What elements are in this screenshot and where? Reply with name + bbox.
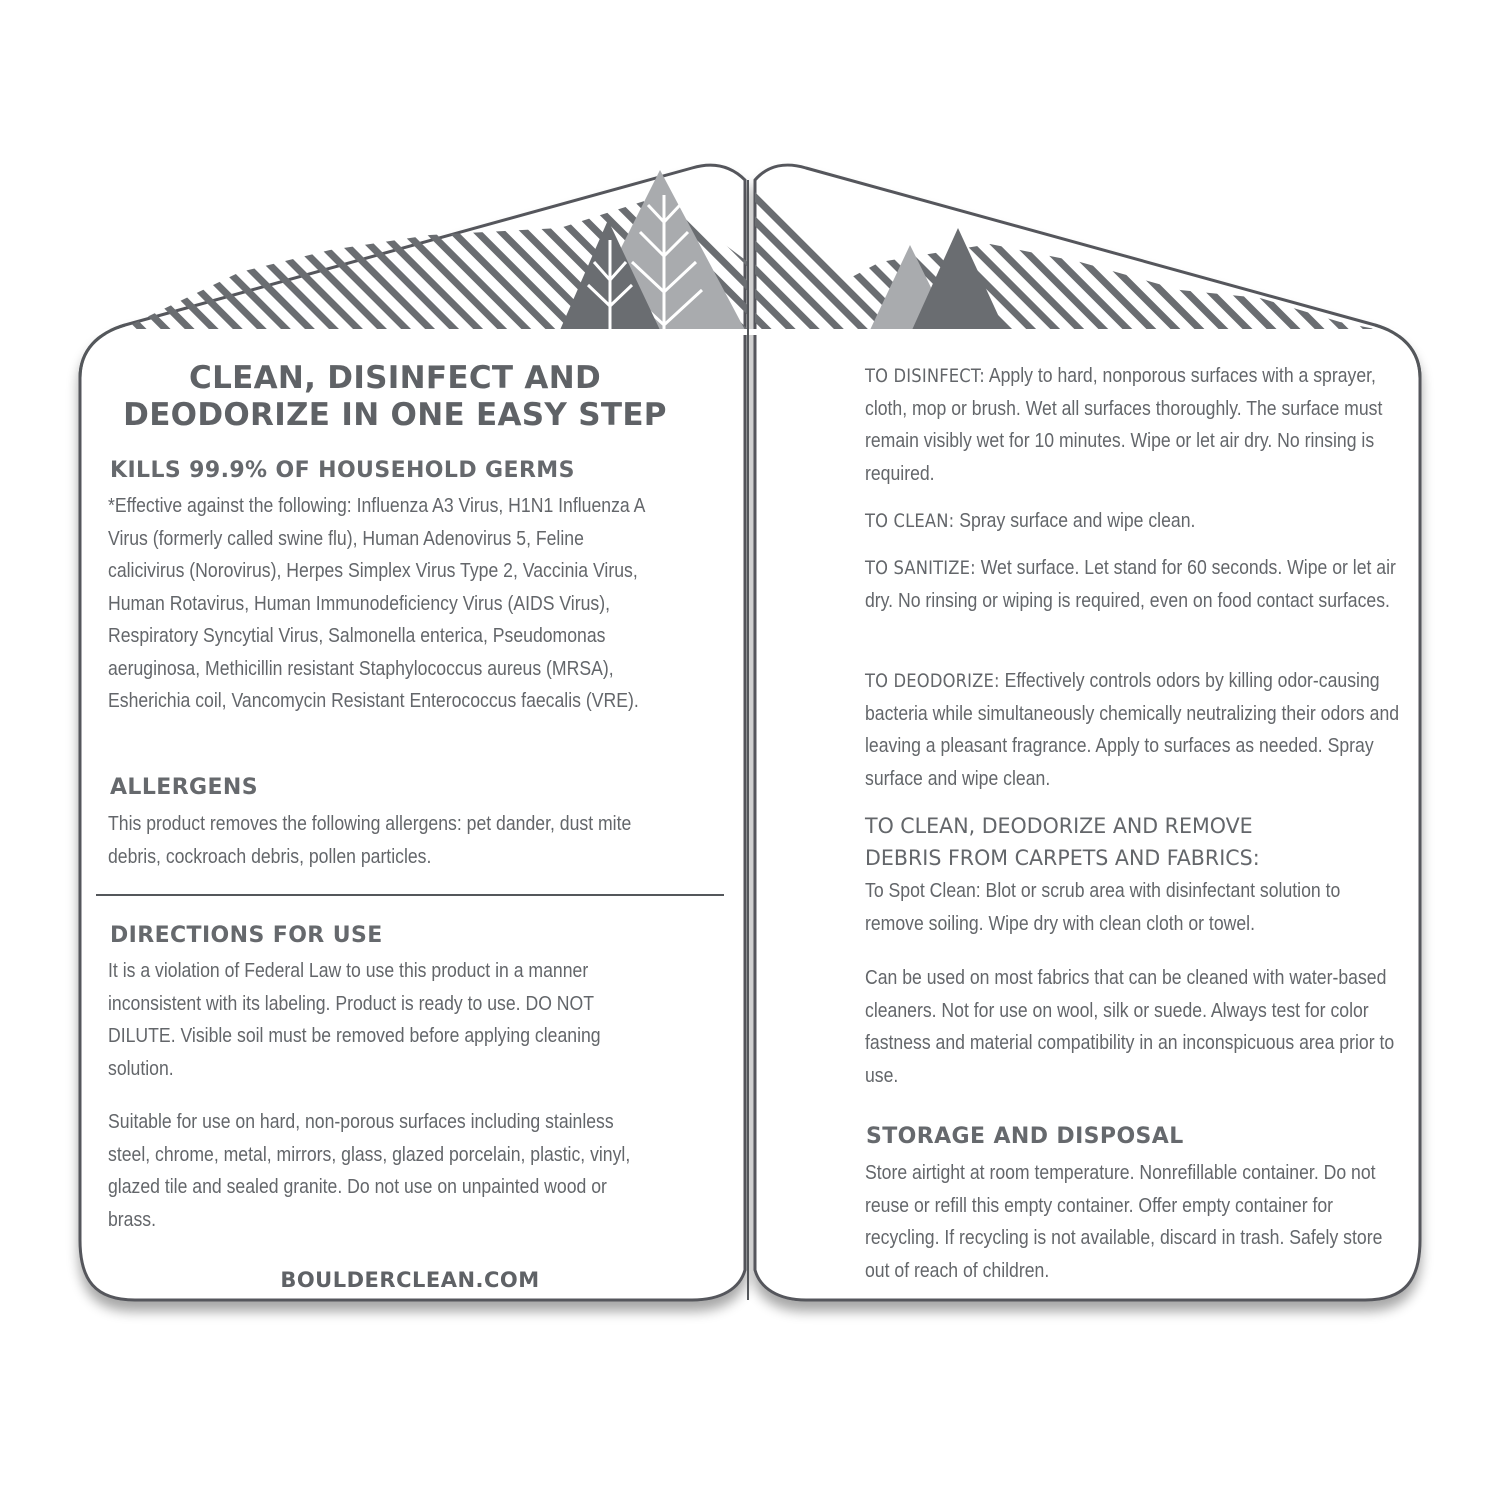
headline [100, 360, 690, 434]
sanitize-lead: TO SANITIZE: [865, 557, 976, 579]
directions-text-1: It is a violation of Federal Law to use this product in a manner inconsistent with its labeling. Product is ready to use. DO NOT DILUTE. Visible soil must be removed before applying cleaning solution. [108, 959, 601, 1080]
clean-lead: TO CLEAN: [865, 510, 955, 532]
deodorize-block [865, 665, 1403, 795]
deodorize-lead: TO DEODORIZE: [865, 670, 1000, 692]
deodorize-text: Effectively controls odors by killing odor-causing bacteria while simultaneously chemically neutralizing their odors and leaving a pleasant fragrance. Apply to surfaces as needed. Spray surface and wipe clean. [865, 669, 1400, 790]
directions-text-2: Suitable for use on hard, non-porous surfaces including stainless steel, chrome, metal, mirrors, glass, glazed porcelain, plastic, vinyl, glazed tile and sealed granite. Do not use on unpainted wood or brass. [108, 1110, 631, 1231]
carpets-heading [865, 810, 1375, 874]
directions-heading: DIRECTIONS FOR USE [110, 923, 383, 948]
carpets-heading-line-1: TO CLEAN, DEODORIZE AND REMOVE [865, 814, 1253, 838]
website-link[interactable]: BOULDERCLEAN.COM [280, 1268, 540, 1292]
disinfect-lead: TO DISINFECT: [865, 365, 985, 387]
spot-clean-lead: To Spot Clean: [865, 879, 981, 902]
sanitize-text: Wet surface. Let stand for 60 seconds. Wipe or let air dry. No rinsing or wiping is required, even on food contact surfaces. [865, 556, 1396, 612]
kills-heading: KILLS 99.9% OF HOUSEHOLD GERMS [110, 458, 575, 483]
allergens-heading: ALLERGENS [110, 775, 258, 800]
disinfect-block [865, 360, 1403, 490]
kills-text: *Effective against the following: Influenza A3 Virus, H1N1 Influenza A Virus (formerly called swine flu), Human Adenovirus 5, Feline calicivirus (Norovirus), Herpes Simplex Virus Type 2, Vaccinia Virus, Human Rotavirus, Human Immunodeficiency Virus (AIDS Virus), Respiratory Syncytial Virus, Salmonella enterica, Pseudomonas aeruginosa, Methicillin resistant Staphylococcus aureus (MRSA), Esherichia coil, Vancomycin Resistant Enterococcus faecalis (VRE). [108, 494, 645, 712]
storage-text: Store airtight at room temperature. Nonrefillable container. Do not reuse or refill this empty container. Offer empty container for recycling. If recycling is not available, discard in trash. Safely store out of reach of children. [865, 1161, 1383, 1282]
disinfect-text: Apply to hard, nonporous surfaces with a sprayer, cloth, mop or brush. Wet all surfaces thoroughly. The surface must remain visibly wet for 10 minutes. Wipe or let air dry. No rinsing is required. [865, 364, 1383, 485]
spot-clean-block [865, 875, 1403, 940]
headline-line-2: DEODORIZE IN ONE EASY STEP [123, 397, 667, 433]
clean-block [865, 505, 1403, 538]
storage-heading: STORAGE AND DISPOSAL [866, 1124, 1184, 1149]
spot-clean-text: Blot or scrub area with disinfectant solution to remove soiling. Wipe dry with clean cloth or towel. [865, 879, 1341, 935]
sanitize-block [865, 552, 1403, 617]
headline-line-1: CLEAN, DISINFECT AND [189, 360, 601, 396]
clean-text: Spray surface and wipe clean. [959, 509, 1196, 532]
allergens-text: This product removes the following allergens: pet dander, dust mite debris, cockroach debris, pollen particles. [108, 812, 632, 868]
carpets-heading-line-2: DEBRIS FROM CARPETS AND FABRICS: [865, 846, 1260, 870]
fabrics-text: Can be used on most fabrics that can be cleaned with water-based cleaners. Not for use on wool, silk or suede. Always test for color fastness and material compatibility in an inconspicuous area prior to use. [865, 966, 1395, 1087]
